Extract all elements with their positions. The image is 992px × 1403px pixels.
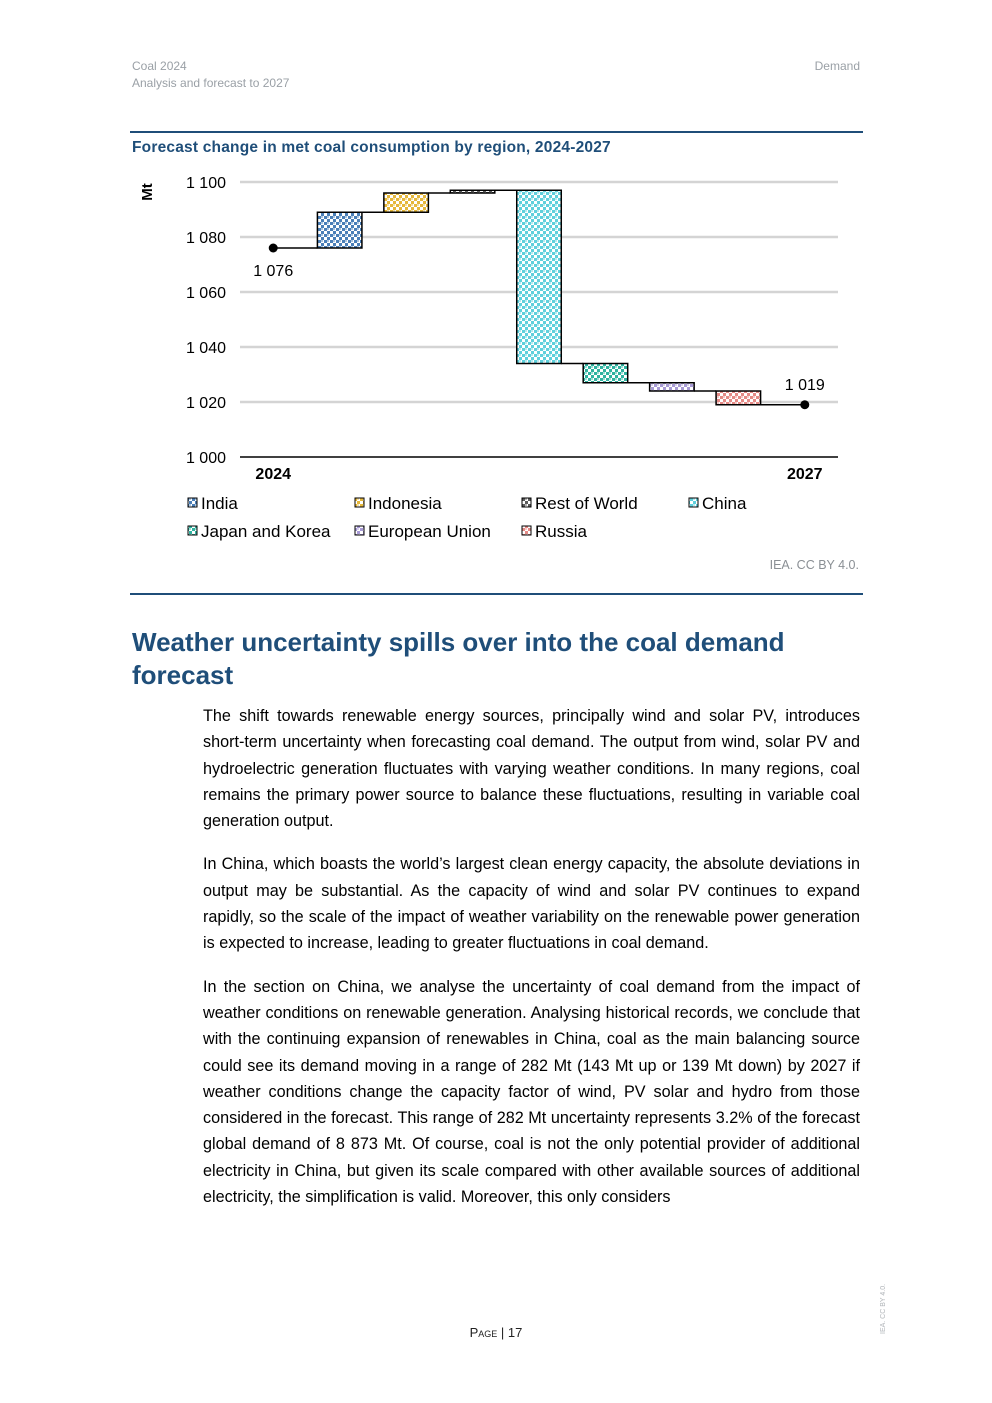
legend-swatch-china bbox=[689, 498, 698, 507]
y-tick-label: 1 060 bbox=[185, 285, 226, 302]
running-header-section: Demand bbox=[814, 59, 860, 73]
start-value-label: 1 076 bbox=[253, 263, 294, 280]
y-tick-label: 1 100 bbox=[185, 175, 226, 192]
bar-russia bbox=[716, 391, 761, 405]
legend-label-india: India bbox=[201, 494, 238, 513]
waterfall-chart bbox=[0, 0, 992, 600]
page-number: 17 bbox=[507, 1325, 523, 1340]
bar-european-union bbox=[650, 383, 695, 391]
legend-swatch-rest-of-world bbox=[522, 498, 531, 507]
bar-indonesia bbox=[384, 193, 429, 212]
section-heading: Weather uncertainty spills over into the coal demand forecast bbox=[132, 627, 785, 690]
end-value-label: 1 019 bbox=[784, 376, 825, 394]
y-tick-label: 1 020 bbox=[185, 395, 226, 412]
legend-swatch-india bbox=[188, 498, 197, 507]
body-text bbox=[203, 703, 860, 1227]
report-title: Coal 2024 bbox=[132, 59, 187, 73]
legend-swatch-european-union bbox=[355, 526, 364, 535]
side-license-mark: IEA. CC BY 4.0. bbox=[880, 1283, 887, 1334]
legend-label-japan-and-korea: Japan and Korea bbox=[201, 522, 331, 541]
end-marker bbox=[800, 400, 809, 409]
bar-india bbox=[317, 212, 362, 248]
y-axis-title: Mt bbox=[139, 183, 156, 201]
figure-credit: IEA. CC BY 4.0. bbox=[769, 558, 859, 572]
legend-swatch-indonesia bbox=[355, 498, 364, 507]
bar-rest-of-world bbox=[450, 190, 495, 193]
paragraph-1: The shift towards renewable energy sources, principally wind and solar PV, introduces short-term uncertainty when forecasting coal demand. The output from wind, solar PV and hydroelectric generation fluctuates with varying weather conditions. In many regions, coal remains the primary power source to balance these fluctuations, resulting in variable coal generation output. bbox=[203, 707, 860, 831]
paragraph-2: In China, which boasts the world’s largest clean energy capacity, the absolute deviations in output may be substantial. As the capacity of wind and solar PV continues to expand rapidly, so the scale of the impact of weather variability on the renewable power generation is expected to increase, leading to greater fluctuations in coal demand. bbox=[203, 855, 860, 953]
bar-china bbox=[517, 190, 562, 363]
bar-japan-and-korea bbox=[583, 364, 628, 383]
legend-label-rest-of-world: Rest of World bbox=[535, 494, 638, 513]
legend-swatch-russia bbox=[522, 526, 531, 535]
y-tick-label: 1 000 bbox=[185, 450, 226, 467]
legend-label-indonesia: Indonesia bbox=[368, 494, 442, 513]
legend-swatch-japan-and-korea bbox=[188, 526, 197, 535]
x-tick-label-end: 2027 bbox=[786, 466, 823, 483]
paragraph-3: In the section on China, we analyse the uncertainty of coal demand from the impact of weather conditions on renewable generation. Analysing historical records, we conclude that with the continuing expansion of renewables in China, coal as the main balancing source could see its demand moving in a range of 282 Mt (143 Mt up or 139 Mt down) by 2027 if weather conditions change the capacity factor of wind, PV solar and hydro from those considered in the forecast. This range of 282 Mt uncertainty represents 3.2% of the forecast global demand of 8 873 Mt. Of course, coal is not the only potential provider of additional electricity in China, but given its scale compared with other available sources of additional electricity, the simplification is valid. Moreover, this only considers bbox=[203, 977, 860, 1207]
y-tick-label: 1 040 bbox=[185, 340, 226, 357]
y-tick-label: 1 080 bbox=[185, 230, 226, 247]
x-tick-label-start: 2024 bbox=[255, 466, 292, 483]
page-separator: | bbox=[497, 1325, 508, 1340]
page-word: Page bbox=[469, 1325, 498, 1340]
page-footer bbox=[0, 1325, 992, 1340]
figure-title: Forecast change in met coal consumption by region, 2024-2027 bbox=[132, 139, 611, 156]
legend-label-european-union: European Union bbox=[368, 522, 491, 541]
report-subtitle: Analysis and forecast to 2027 bbox=[132, 76, 290, 90]
figure-bottom-rule bbox=[130, 593, 863, 595]
legend-label-russia: Russia bbox=[535, 522, 587, 541]
legend-label-china: China bbox=[702, 494, 747, 513]
